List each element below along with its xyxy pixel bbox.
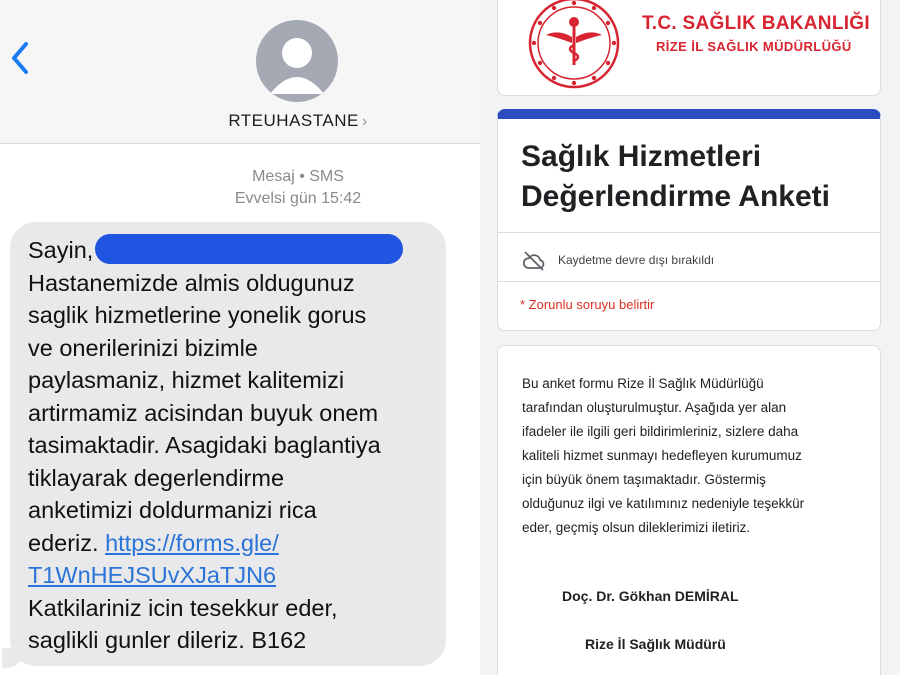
description-line: tarafından oluşturulmuştur. Aşağıda yer alan: [522, 400, 787, 415]
signer-title: Rize İl Sağlık Müdürü: [585, 636, 726, 652]
survey-form-screen: [480, 0, 900, 675]
message-line: artirmamiz acisindan buyuk onem: [28, 399, 379, 426]
cloud-off-icon: [522, 249, 546, 273]
link-line: [28, 527, 446, 560]
message-line: tiklayarak degerlendirme: [28, 464, 285, 491]
directorate-name: RİZE İL SAĞLIK MÜDÜRLÜĞÜ: [656, 39, 852, 54]
contact-name-text: RTEUHASTANE: [228, 111, 359, 130]
form-title-line: Değerlendirme Anketi: [521, 180, 830, 213]
divider: [498, 232, 880, 233]
description-line: için büyük önem taşımaktadır. Göstermiş: [522, 472, 766, 487]
description-line: Bu anket formu Rize İl Sağlık Müdürlüğü: [522, 376, 764, 391]
survey-link[interactable]: https://forms.gle/: [105, 529, 279, 556]
form-title-line: Sağlık Hizmetleri: [521, 140, 762, 173]
description-line: kaliteli hizmet sunmayı hedefleyen kurumumuz: [522, 448, 802, 463]
message-line: paylasmaniz, hizmet kalitemizi: [28, 367, 345, 393]
survey-link[interactable]: T1WnHEJSUvXJaTJN6: [28, 562, 277, 588]
description-line: eder, geçmiş olsun dileklerimizi iletiriz.: [522, 520, 751, 535]
message-type-label: Mesaj • SMS: [252, 168, 344, 185]
contact-avatar[interactable]: [256, 20, 338, 102]
message-line: Hastanemizde almis oldugunuz: [28, 269, 355, 296]
message-timestamp: Evvelsi gün 15:42: [234, 190, 362, 207]
message-line: saglikli gunler dileriz. B162: [28, 627, 307, 653]
save-disabled-note: Kaydetme devre dışı bırakıldı: [558, 253, 715, 267]
back-chevron-icon[interactable]: [6, 38, 36, 78]
message-bubble[interactable]: [10, 222, 446, 666]
person-icon: [256, 20, 338, 102]
contact-name[interactable]: [0, 111, 480, 131]
link-line: [28, 559, 446, 592]
form-title-card: [497, 109, 881, 331]
message-line: saglik hizmetlerine yonelik gorus: [28, 302, 367, 328]
ministry-name: T.C. SAĞLIK BAKANLIĞI: [642, 13, 870, 34]
description-card: [497, 345, 881, 675]
message-meta: [0, 166, 480, 210]
message-line: Katkilariniz icin tesekkur eder,: [28, 594, 338, 621]
required-question-note: * Zorunlu soruyu belirtir: [520, 297, 655, 312]
form-description: [522, 372, 862, 540]
form-title: [521, 137, 830, 217]
divider: [498, 281, 880, 282]
message-line: tasimaktadir. Asagidaki baglantiya: [28, 432, 381, 458]
signer-name: Doç. Dr. Gökhan DEMİRAL: [562, 588, 739, 604]
description-line: ifadeler ile ilgili geri bildirimleriniz, sizlere daha: [522, 424, 799, 439]
conversation-header: [0, 0, 480, 144]
redacted-recipient-name: [95, 234, 403, 264]
link-prefix: ederiz.: [28, 529, 106, 556]
chevron-right-icon: ›: [361, 113, 368, 130]
message-line: ve onerilerinizi bizimle: [28, 334, 258, 361]
description-line: olduğunuz ilgi ve katılımınız nedeniyle teşekkür: [522, 496, 805, 511]
greeting-text: Sayin,: [28, 237, 94, 263]
message-line: anketimizi doldurmanizi rica: [28, 497, 317, 523]
ministry-seal-icon: [528, 0, 620, 89]
greeting-line: [28, 234, 446, 267]
header-banner-card: [497, 0, 881, 96]
